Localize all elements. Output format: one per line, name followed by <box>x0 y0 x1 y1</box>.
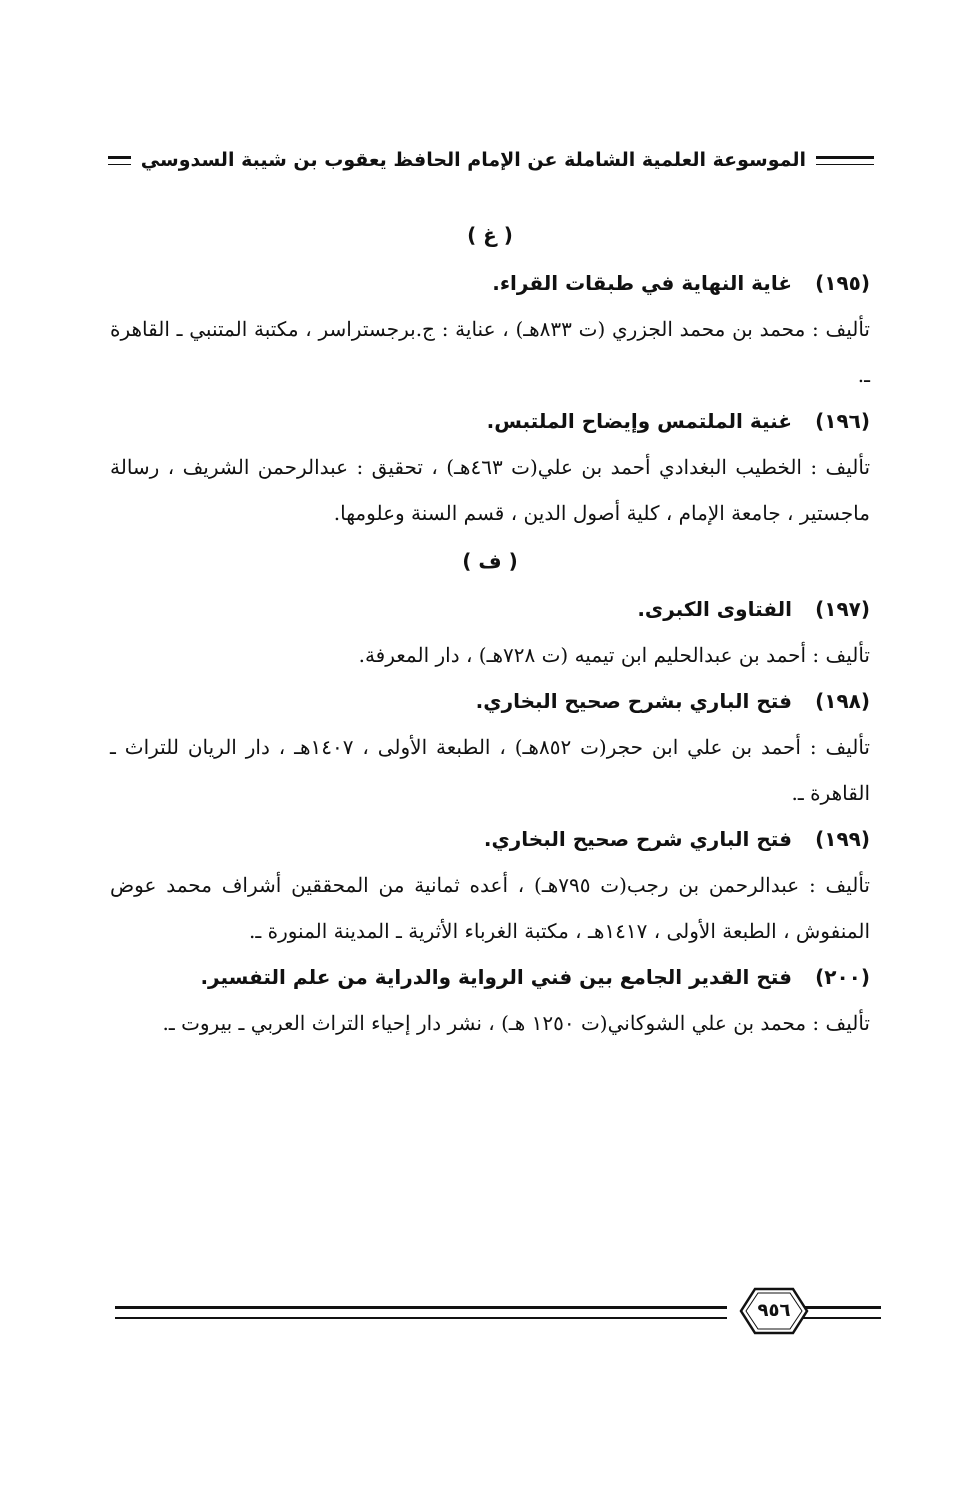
page-footer <box>115 1282 881 1342</box>
section-ghain <box>110 210 870 536</box>
entry-description: تأليف : محمد بن محمد الجزري (ت ٨٣٣هـ) ، عناية : ج.برجستراسر ، مكتبة المتنبي ـ القاهرة ـ. <box>110 317 870 387</box>
entry-title: غاية النهاية في طبقات القراء. <box>492 271 792 295</box>
entry-heading <box>110 816 870 862</box>
bibliography-entry <box>110 260 870 398</box>
page-number-ornament <box>739 1286 809 1336</box>
entry-description: تأليف : محمد بن علي الشوكاني(ت ١٢٥٠ هـ) ، نشر دار إحياء التراث العربي ـ بيروت ـ. <box>162 1011 870 1035</box>
entry-heading <box>110 398 870 444</box>
entry-heading <box>110 586 870 632</box>
running-header <box>108 140 874 180</box>
entry-heading <box>110 678 870 724</box>
header-rule-left <box>108 156 131 165</box>
footer-rule-right <box>803 1306 881 1319</box>
entry-title: فتح الباري بشرح صحيح البخاري. <box>475 689 792 713</box>
section-letter: ( ف ) <box>462 549 518 573</box>
entry-description: تأليف : عبدالرحمن بن رجب(ت ٧٩٥هـ) ، أعده ثمانية من المحققين أشراف محمد عوض المنفوش ، الطبعة الأولى ، ١٤١٧هـ ، مكتبة الغرباء الأثرية ـ المدينة المنورة ـ. <box>110 873 871 943</box>
page-number: ٩٥٦ <box>757 1300 791 1321</box>
header-title: الموسوعة العلمية الشاملة عن الإمام الحافظ يعقوب بن شيبة السدوسي <box>140 149 806 171</box>
entry-heading <box>110 260 870 306</box>
entry-number: (١٩٩) <box>815 827 870 851</box>
entry-title: غنية الملتمس وإيضاح الملتبس. <box>486 409 792 433</box>
bibliography-entry <box>110 816 870 954</box>
entry-number: (١٩٥) <box>815 271 870 295</box>
bibliography-entry <box>110 586 870 678</box>
entry-title: فتح الباري شرح صحيح البخاري. <box>483 827 792 851</box>
entry-number: (١٩٧) <box>815 597 870 621</box>
entry-heading <box>110 954 870 1000</box>
section-letter: ( غ ) <box>467 223 513 247</box>
bibliography-entry <box>110 398 870 536</box>
bibliography-content <box>110 210 870 1046</box>
entry-description: تأليف : أحمد بن علي ابن حجر(ت ٨٥٢هـ) ، الطبعة الأولى ، ١٤٠٧هـ ، دار الريان للتراث ـ القاهرة ـ. <box>110 735 870 805</box>
entry-number: (٢٠٠) <box>815 965 870 989</box>
bibliography-entry <box>110 678 870 816</box>
entry-description: تأليف : أحمد بن عبدالحليم ابن تيميه (ت ٧٢٨هـ) ، دار المعرفة. <box>358 643 870 667</box>
entry-title: الفتاوى الكبرى. <box>637 597 792 621</box>
entry-title: فتح القدير الجامع بين فني الرواية والدراية من علم التفسير. <box>200 965 792 989</box>
footer-rule-left <box>115 1306 727 1319</box>
entry-number: (١٩٦) <box>815 409 870 433</box>
entry-description: تأليف : الخطيب البغدادي أحمد بن علي(ت ٤٦٣هـ) ، تحقيق : عبدالرحمن الشريف ، رسالة ماجستير ، جامعة الإمام ، كلية أصول الدين ، قسم السنة وعلومها. <box>110 455 871 525</box>
header-rule-right <box>816 156 874 165</box>
section-fa <box>110 536 870 1046</box>
entry-number: (١٩٨) <box>815 689 870 713</box>
bibliography-entry <box>110 954 870 1046</box>
